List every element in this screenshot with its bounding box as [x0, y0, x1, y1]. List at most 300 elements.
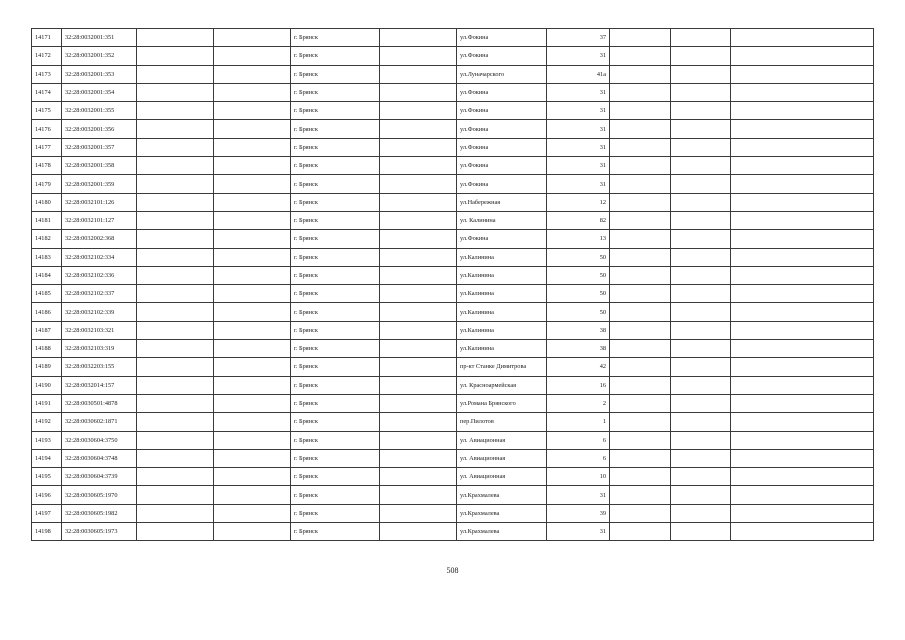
cell-city: г. Брянск [291, 358, 380, 376]
cell-empty [671, 230, 731, 248]
cell-record-number: 14183 [32, 248, 62, 266]
cell-empty [380, 340, 457, 358]
cell-city: г. Брянск [291, 413, 380, 431]
registry-sheet [31, 28, 873, 541]
cell-empty [671, 504, 731, 522]
cell-empty [137, 29, 214, 47]
cell-city: г. Брянск [291, 504, 380, 522]
cell-empty [380, 47, 457, 65]
cell-cadastral-number: 32:28:0032102:334 [62, 248, 137, 266]
cell-house-number: 16 [547, 376, 610, 394]
cell-empty [214, 102, 291, 120]
cell-empty [137, 266, 214, 284]
cell-cadastral-number: 32:28:0030604:3748 [62, 449, 137, 467]
cell-cadastral-number: 32:28:0032103:319 [62, 340, 137, 358]
cell-cadastral-number: 32:28:0032001:351 [62, 29, 137, 47]
cell-empty [610, 394, 671, 412]
cell-street: ул. Красноармейская [457, 376, 547, 394]
cell-empty [214, 486, 291, 504]
cell-street: ул.Калинина [457, 303, 547, 321]
cell-empty [380, 102, 457, 120]
cell-empty [610, 376, 671, 394]
cell-house-number: 31 [547, 47, 610, 65]
property-registry-table [31, 28, 874, 541]
cell-empty [137, 193, 214, 211]
cell-empty [380, 138, 457, 156]
cell-empty [380, 413, 457, 431]
cell-empty [731, 266, 874, 284]
cell-empty [671, 340, 731, 358]
cell-empty [380, 193, 457, 211]
cell-empty [610, 340, 671, 358]
cell-empty [671, 175, 731, 193]
cell-record-number: 14179 [32, 175, 62, 193]
cell-empty [380, 376, 457, 394]
cell-empty [671, 157, 731, 175]
cell-empty [671, 449, 731, 467]
cell-street: ул. Авиационная [457, 449, 547, 467]
cell-house-number: 1 [547, 413, 610, 431]
cell-record-number: 14180 [32, 193, 62, 211]
cell-street: ул.Фокина [457, 83, 547, 101]
cell-record-number: 14186 [32, 303, 62, 321]
cell-city: г. Брянск [291, 431, 380, 449]
cell-empty [380, 504, 457, 522]
cell-record-number: 14171 [32, 29, 62, 47]
cell-empty [731, 394, 874, 412]
cell-empty [731, 285, 874, 303]
cell-city: г. Брянск [291, 230, 380, 248]
cell-empty [731, 431, 874, 449]
cell-cadastral-number: 32:28:0032101:127 [62, 211, 137, 229]
cell-empty [214, 468, 291, 486]
table-row [32, 413, 874, 431]
cell-empty [610, 486, 671, 504]
cell-empty [731, 449, 874, 467]
cell-record-number: 14195 [32, 468, 62, 486]
cell-empty [671, 358, 731, 376]
cell-cadastral-number: 32:28:0030605:1970 [62, 486, 137, 504]
cell-street: ул.Луначарского [457, 65, 547, 83]
cell-street: ул.Калинина [457, 248, 547, 266]
table-row [32, 303, 874, 321]
cell-empty [731, 523, 874, 541]
cell-empty [137, 340, 214, 358]
cell-empty [380, 230, 457, 248]
cell-street: ул.Набережная [457, 193, 547, 211]
cell-empty [380, 175, 457, 193]
cell-empty [137, 376, 214, 394]
cell-city: г. Брянск [291, 321, 380, 339]
table-row [32, 230, 874, 248]
cell-empty [137, 248, 214, 266]
cell-empty [214, 340, 291, 358]
cell-empty [137, 211, 214, 229]
cell-empty [610, 285, 671, 303]
cell-empty [610, 321, 671, 339]
cell-empty [137, 413, 214, 431]
cell-city: г. Брянск [291, 394, 380, 412]
cell-city: г. Брянск [291, 175, 380, 193]
cell-empty [610, 83, 671, 101]
cell-record-number: 14173 [32, 65, 62, 83]
cell-empty [731, 102, 874, 120]
cell-empty [380, 29, 457, 47]
cell-empty [137, 65, 214, 83]
cell-empty [671, 413, 731, 431]
cell-empty [671, 285, 731, 303]
cell-empty [137, 47, 214, 65]
cell-empty [137, 504, 214, 522]
cell-empty [671, 394, 731, 412]
cell-empty [137, 321, 214, 339]
cell-city: г. Брянск [291, 102, 380, 120]
cell-city: г. Брянск [291, 157, 380, 175]
cell-empty [137, 358, 214, 376]
cell-house-number: 31 [547, 523, 610, 541]
cell-city: г. Брянск [291, 376, 380, 394]
cell-empty [731, 157, 874, 175]
cell-empty [610, 358, 671, 376]
table-row [32, 504, 874, 522]
table-row [32, 120, 874, 138]
cell-cadastral-number: 32:28:0032001:357 [62, 138, 137, 156]
table-row [32, 138, 874, 156]
cell-empty [671, 303, 731, 321]
cell-cadastral-number: 32:28:0032102:336 [62, 266, 137, 284]
cell-empty [214, 138, 291, 156]
cell-cadastral-number: 32:28:0032014:157 [62, 376, 137, 394]
cell-cadastral-number: 32:28:0032101:126 [62, 193, 137, 211]
table-row [32, 175, 874, 193]
table-row [32, 285, 874, 303]
cell-empty [214, 523, 291, 541]
cell-empty [380, 321, 457, 339]
cell-cadastral-number: 32:28:0032103:321 [62, 321, 137, 339]
cell-city: г. Брянск [291, 83, 380, 101]
cell-empty [137, 486, 214, 504]
table-row [32, 449, 874, 467]
cell-street: ул. Авиационная [457, 431, 547, 449]
cell-cadastral-number: 32:28:0032203:155 [62, 358, 137, 376]
table-row [32, 248, 874, 266]
cell-cadastral-number: 32:28:0030602:1871 [62, 413, 137, 431]
cell-street: ул.Фокина [457, 47, 547, 65]
cell-city: г. Брянск [291, 449, 380, 467]
table-row [32, 431, 874, 449]
cell-city: г. Брянск [291, 47, 380, 65]
table-row [32, 376, 874, 394]
cell-record-number: 14174 [32, 83, 62, 101]
cell-empty [137, 449, 214, 467]
cell-street: ул.Фокина [457, 102, 547, 120]
cell-record-number: 14185 [32, 285, 62, 303]
cell-empty [610, 523, 671, 541]
cell-empty [610, 193, 671, 211]
cell-empty [671, 321, 731, 339]
cell-empty [214, 29, 291, 47]
cell-house-number: 31 [547, 157, 610, 175]
cell-empty [610, 211, 671, 229]
cell-empty [671, 102, 731, 120]
cell-house-number: 37 [547, 29, 610, 47]
cell-empty [671, 486, 731, 504]
cell-empty [731, 29, 874, 47]
cell-empty [380, 303, 457, 321]
cell-empty [610, 47, 671, 65]
cell-empty [610, 266, 671, 284]
cell-empty [610, 102, 671, 120]
cell-street: ул.Калинина [457, 340, 547, 358]
cell-city: г. Брянск [291, 340, 380, 358]
cell-empty [214, 120, 291, 138]
cell-empty [137, 102, 214, 120]
cell-empty [610, 29, 671, 47]
cell-empty [137, 83, 214, 101]
cell-empty [610, 303, 671, 321]
cell-record-number: 14176 [32, 120, 62, 138]
cell-cadastral-number: 32:28:0032001:354 [62, 83, 137, 101]
table-row [32, 358, 874, 376]
cell-city: г. Брянск [291, 211, 380, 229]
cell-empty [731, 120, 874, 138]
table-row [32, 266, 874, 284]
cell-empty [731, 248, 874, 266]
cell-empty [731, 358, 874, 376]
cell-record-number: 14187 [32, 321, 62, 339]
cell-cadastral-number: 32:28:0030501:4878 [62, 394, 137, 412]
cell-city: г. Брянск [291, 303, 380, 321]
table-row [32, 102, 874, 120]
cell-record-number: 14194 [32, 449, 62, 467]
cell-record-number: 14196 [32, 486, 62, 504]
table-row [32, 340, 874, 358]
cell-cadastral-number: 32:28:0030605:1982 [62, 504, 137, 522]
cell-record-number: 14182 [32, 230, 62, 248]
cell-cadastral-number: 32:28:0032001:358 [62, 157, 137, 175]
cell-empty [671, 376, 731, 394]
cell-cadastral-number: 32:28:0032102:339 [62, 303, 137, 321]
cell-city: г. Брянск [291, 138, 380, 156]
cell-empty [380, 431, 457, 449]
cell-empty [380, 394, 457, 412]
cell-empty [214, 431, 291, 449]
table-row [32, 394, 874, 412]
cell-empty [214, 65, 291, 83]
table-row [32, 65, 874, 83]
cell-empty [380, 211, 457, 229]
cell-city: г. Брянск [291, 285, 380, 303]
cell-house-number: 50 [547, 285, 610, 303]
cell-street: ул.Калинина [457, 285, 547, 303]
cell-record-number: 14175 [32, 102, 62, 120]
cell-street: ул.Крахмалева [457, 504, 547, 522]
cell-empty [380, 248, 457, 266]
table-row [32, 468, 874, 486]
cell-empty [731, 504, 874, 522]
cell-house-number: 31 [547, 120, 610, 138]
cell-empty [731, 303, 874, 321]
cell-empty [610, 431, 671, 449]
cell-street: пр-кт Станке Димитрова [457, 358, 547, 376]
cell-record-number: 14197 [32, 504, 62, 522]
cell-cadastral-number: 32:28:0032001:356 [62, 120, 137, 138]
cell-empty [380, 468, 457, 486]
cell-empty [731, 321, 874, 339]
cell-house-number: 31 [547, 175, 610, 193]
cell-empty [731, 486, 874, 504]
cell-empty [214, 358, 291, 376]
cell-empty [137, 468, 214, 486]
cell-empty [380, 65, 457, 83]
cell-city: г. Брянск [291, 266, 380, 284]
cell-empty [380, 83, 457, 101]
cell-street: ул.Фокина [457, 138, 547, 156]
cell-house-number: 6 [547, 449, 610, 467]
cell-house-number: 12 [547, 193, 610, 211]
cell-street: ул.Крахмалева [457, 523, 547, 541]
cell-empty [671, 193, 731, 211]
cell-city: г. Брянск [291, 248, 380, 266]
cell-empty [671, 29, 731, 47]
cell-record-number: 14198 [32, 523, 62, 541]
cell-cadastral-number: 32:28:0032001:353 [62, 65, 137, 83]
cell-empty [671, 120, 731, 138]
cell-empty [731, 230, 874, 248]
cell-empty [214, 266, 291, 284]
cell-empty [214, 394, 291, 412]
cell-record-number: 14181 [32, 211, 62, 229]
table-row [32, 486, 874, 504]
cell-empty [380, 120, 457, 138]
cell-house-number: 39 [547, 504, 610, 522]
cell-empty [214, 175, 291, 193]
cell-empty [214, 193, 291, 211]
cell-cadastral-number: 32:28:0032001:359 [62, 175, 137, 193]
cell-empty [137, 175, 214, 193]
cell-house-number: 50 [547, 248, 610, 266]
cell-empty [731, 413, 874, 431]
cell-house-number: 31 [547, 138, 610, 156]
cell-empty [214, 321, 291, 339]
cell-empty [610, 468, 671, 486]
table-row [32, 83, 874, 101]
cell-cadastral-number: 32:28:0032001:352 [62, 47, 137, 65]
cell-city: г. Брянск [291, 29, 380, 47]
cell-street: ул. Авиационная [457, 468, 547, 486]
cell-empty [137, 394, 214, 412]
cell-empty [731, 340, 874, 358]
cell-empty [671, 248, 731, 266]
cell-cadastral-number: 32:28:0030605:1973 [62, 523, 137, 541]
cell-empty [137, 285, 214, 303]
cell-empty [214, 413, 291, 431]
cell-empty [610, 157, 671, 175]
cell-street: пер.Пилотов [457, 413, 547, 431]
cell-empty [214, 47, 291, 65]
cell-empty [671, 266, 731, 284]
cell-empty [137, 523, 214, 541]
cell-empty [731, 193, 874, 211]
table-row [32, 523, 874, 541]
cell-empty [137, 303, 214, 321]
cell-street: ул.Крахмалева [457, 486, 547, 504]
cell-record-number: 14189 [32, 358, 62, 376]
cell-empty [731, 468, 874, 486]
cell-street: ул.Фокина [457, 230, 547, 248]
cell-empty [610, 65, 671, 83]
cell-house-number: 31 [547, 486, 610, 504]
cell-house-number: 42 [547, 358, 610, 376]
table-row [32, 193, 874, 211]
cell-empty [214, 504, 291, 522]
table-row [32, 321, 874, 339]
cell-empty [610, 138, 671, 156]
cell-empty [214, 285, 291, 303]
cell-empty [214, 248, 291, 266]
cell-empty [731, 65, 874, 83]
cell-empty [137, 230, 214, 248]
cell-empty [214, 449, 291, 467]
cell-empty [380, 157, 457, 175]
cell-empty [731, 211, 874, 229]
cell-empty [671, 523, 731, 541]
cell-street: ул.Фокина [457, 157, 547, 175]
cell-empty [610, 248, 671, 266]
cell-empty [671, 211, 731, 229]
cell-empty [214, 211, 291, 229]
cell-city: г. Брянск [291, 486, 380, 504]
cell-house-number: 10 [547, 468, 610, 486]
cell-street: ул.Романа Брянского [457, 394, 547, 412]
cell-record-number: 14192 [32, 413, 62, 431]
cell-empty [610, 175, 671, 193]
table-body [32, 29, 874, 541]
cell-cadastral-number: 32:28:0030604:3750 [62, 431, 137, 449]
cell-empty [380, 358, 457, 376]
cell-city: г. Брянск [291, 523, 380, 541]
cell-empty [380, 285, 457, 303]
table-row [32, 29, 874, 47]
cell-street: ул.Калинина [457, 266, 547, 284]
cell-house-number: 2 [547, 394, 610, 412]
cell-empty [671, 138, 731, 156]
cell-empty [380, 486, 457, 504]
cell-house-number: 50 [547, 266, 610, 284]
cell-house-number: 41а [547, 65, 610, 83]
cell-street: ул. Калинина [457, 211, 547, 229]
cell-empty [671, 47, 731, 65]
table-row [32, 211, 874, 229]
cell-empty [610, 449, 671, 467]
cell-empty [137, 120, 214, 138]
cell-empty [214, 376, 291, 394]
cell-empty [380, 449, 457, 467]
table-row [32, 157, 874, 175]
cell-cadastral-number: 32:28:0032002:368 [62, 230, 137, 248]
cell-house-number: 50 [547, 303, 610, 321]
cell-record-number: 14172 [32, 47, 62, 65]
cell-house-number: 6 [547, 431, 610, 449]
cell-empty [380, 266, 457, 284]
cell-house-number: 31 [547, 102, 610, 120]
cell-empty [731, 175, 874, 193]
cell-city: г. Брянск [291, 193, 380, 211]
cell-record-number: 14191 [32, 394, 62, 412]
cell-cadastral-number: 32:28:0032001:355 [62, 102, 137, 120]
cell-empty [671, 83, 731, 101]
cell-record-number: 14184 [32, 266, 62, 284]
